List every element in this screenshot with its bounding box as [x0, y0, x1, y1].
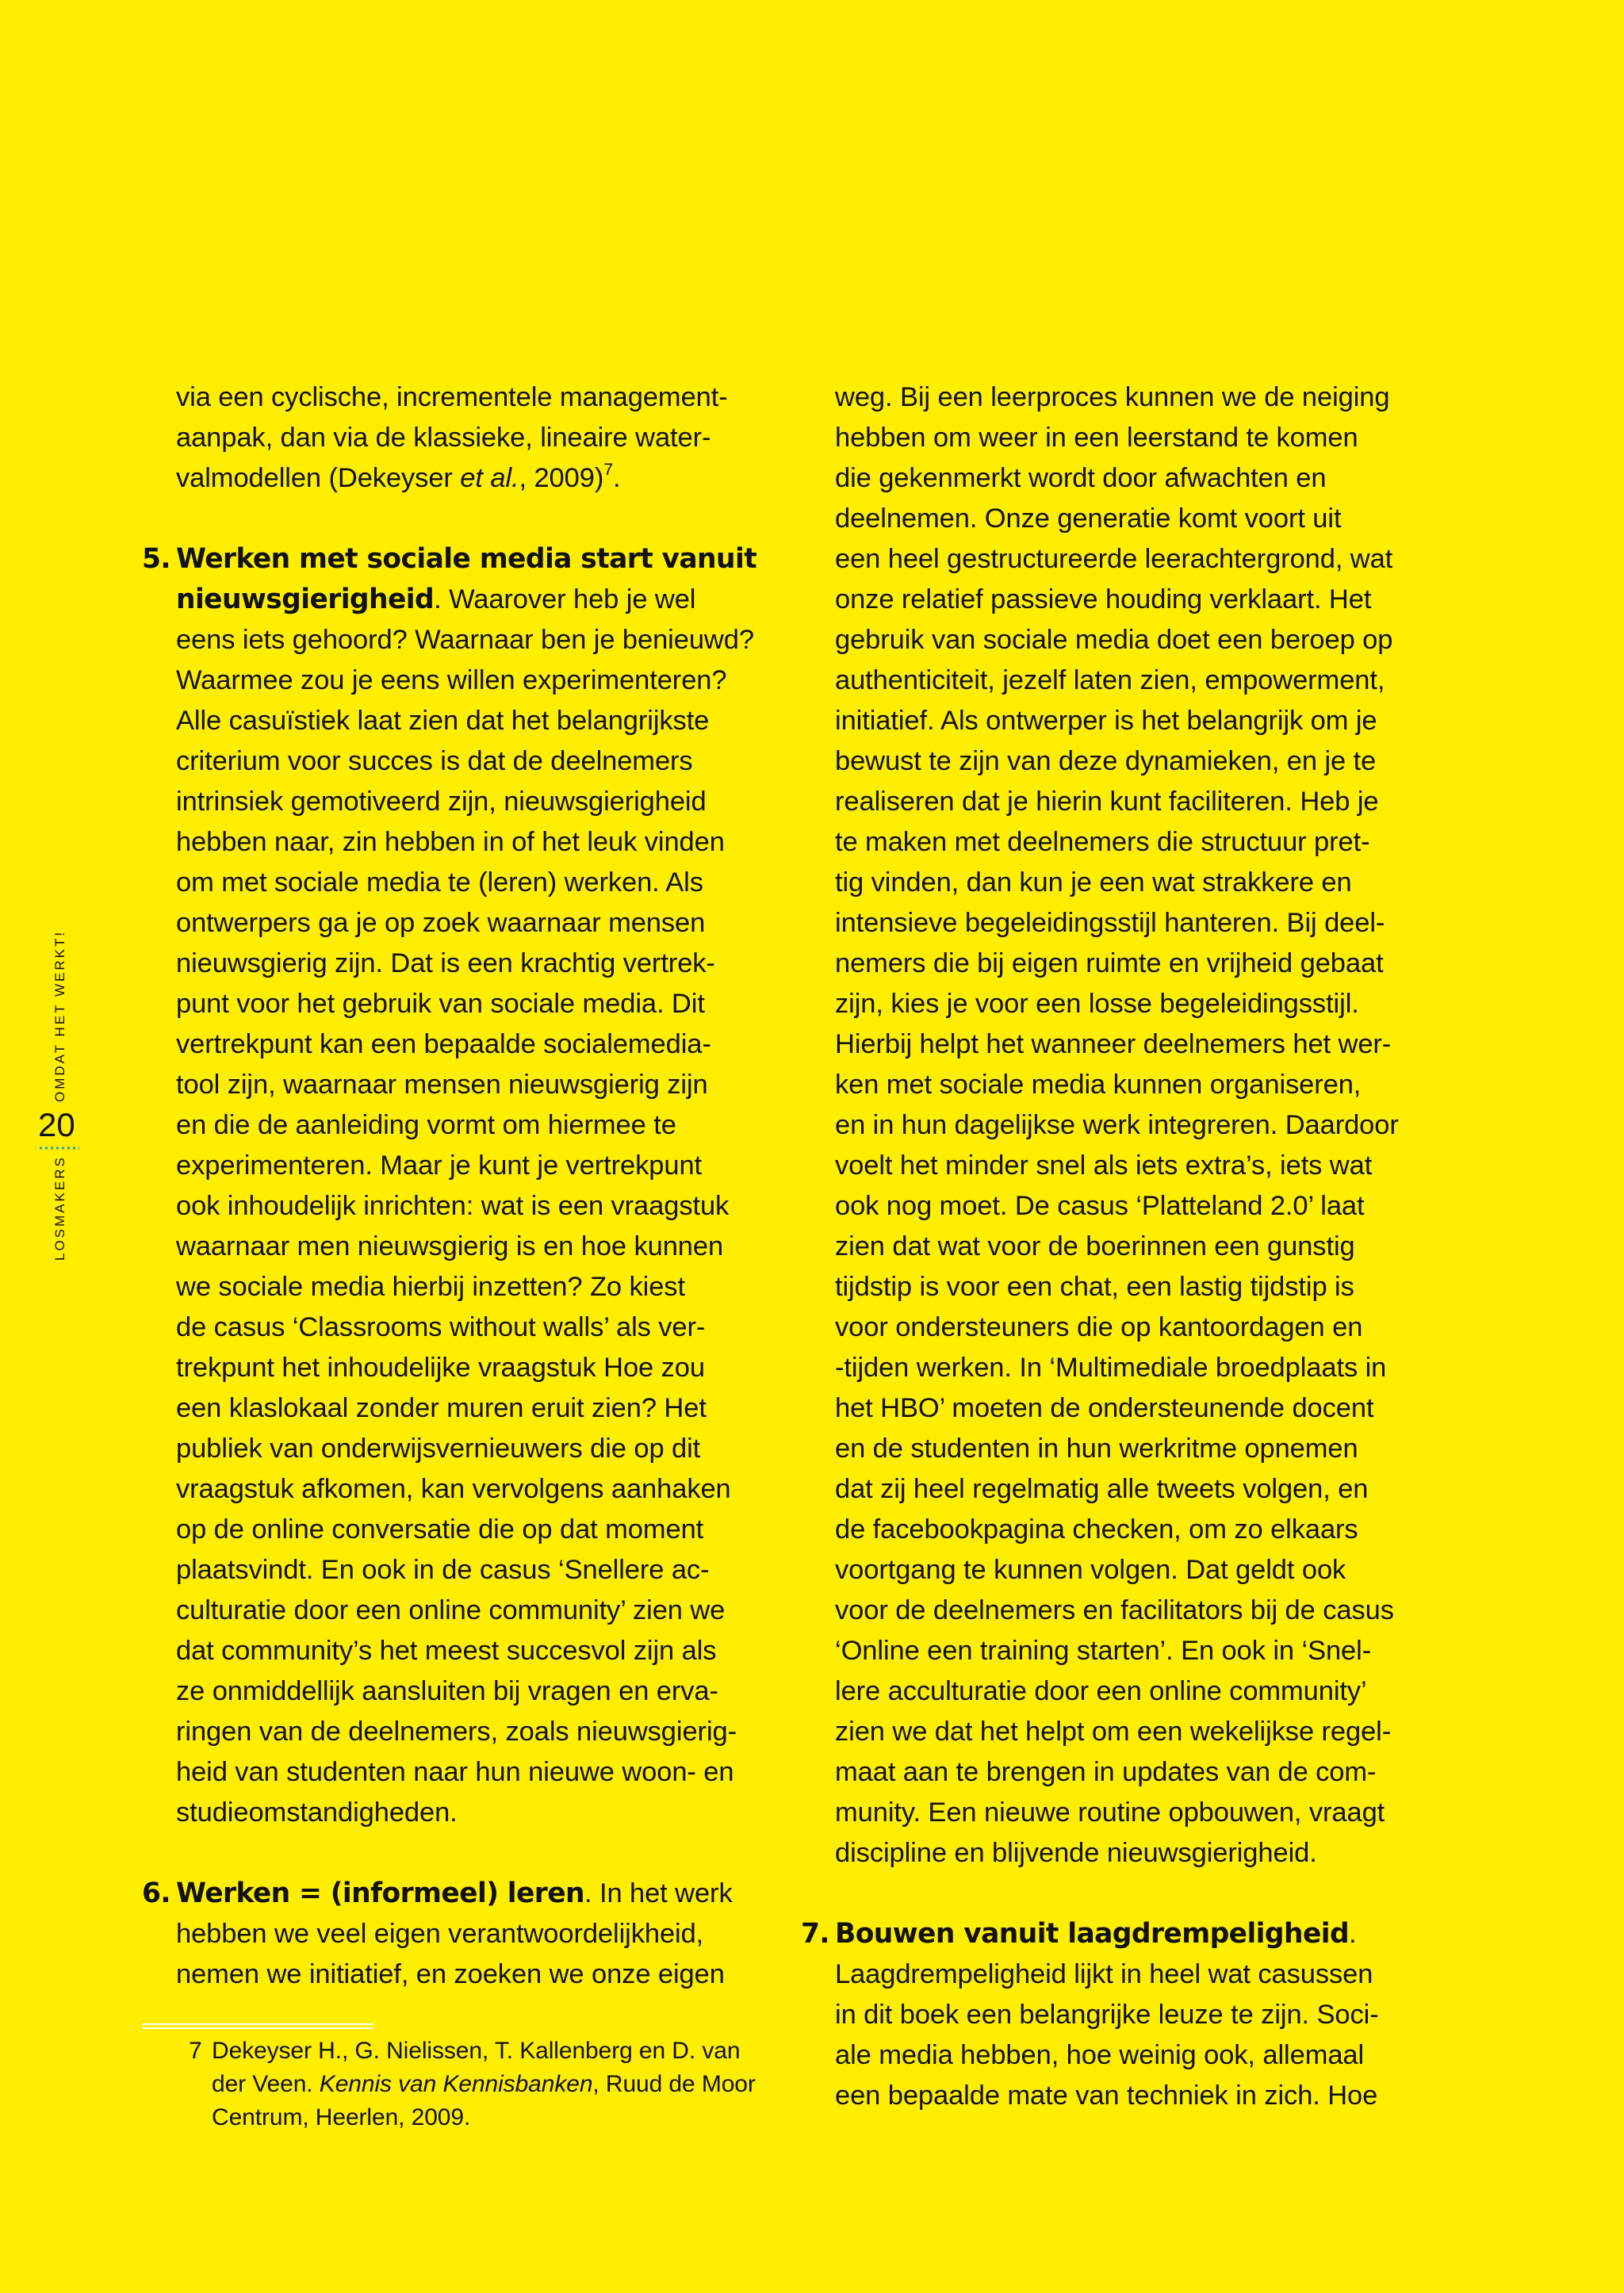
- footnote-divider: [142, 2023, 373, 2031]
- text-line: een heel gestructureerde leerachtergrond, wat: [835, 544, 1393, 574]
- text-line: Waarmee zou je eens willen experimenteren?: [176, 665, 727, 695]
- text-line: en de studenten in hun werkritme opnemen: [835, 1434, 1358, 1464]
- text-line: een bepaalde mate van techniek in zich. Hoe: [835, 2081, 1378, 2111]
- text-line: punt voor het gebruik van sociale media. Dit: [176, 989, 705, 1019]
- list-item-6: [142, 1874, 764, 1995]
- text-line: en die de aanleiding vormt om hiermee te: [176, 1110, 676, 1140]
- text-line: vertrekpunt kan een bepaalde socialemedia-: [176, 1029, 711, 1059]
- text-line: -tijden werken. In ‘Multimediale broedplaats in: [835, 1353, 1387, 1383]
- text-line: criterium voor succes is dat de deelnemers: [176, 746, 693, 776]
- text-line: tig vinden, dan kun je een wat strakkere en: [835, 867, 1352, 898]
- text-line: studieomstandigheden.: [176, 1797, 458, 1828]
- text-line: aanpak, dan via de klassieke, lineaire water-: [176, 423, 711, 453]
- text-line: weg. Bij een leerproces kunnen we de neiging: [835, 382, 1390, 412]
- text-line: die gekenmerkt wordt door afwachten en: [835, 463, 1327, 493]
- text-line: in dit boek een belangrijke leuze te zijn. Soci-: [835, 2000, 1379, 2030]
- right-column: [801, 377, 1427, 2116]
- text-line: lere acculturatie door een online community’: [835, 1676, 1367, 1706]
- text-line: te maken met deelnemers die structuur pret-: [835, 827, 1370, 857]
- text-line: experimenteren. Maar je kunt je vertrekpunt: [176, 1150, 703, 1181]
- text-line: gebruik van sociale media doet een beroep op: [835, 625, 1393, 655]
- text-line: bewust te zijn van deze dynamieken, en je te: [835, 746, 1377, 776]
- footnote-ref: 7: [603, 460, 614, 480]
- text-span: der Veen.: [212, 2071, 320, 2097]
- text-span: valmodellen (Dekeyser: [176, 463, 461, 493]
- text-line: Laagdrempeligheid lijkt in heel wat casussen: [835, 1959, 1373, 1989]
- text-line: een klaslokaal zonder muren eruit zien? Het: [176, 1393, 707, 1423]
- text-line: heid van studenten naar hun nieuwe woon- en: [176, 1757, 734, 1787]
- footnote-line: [189, 2068, 776, 2101]
- text-line: de facebookpagina checken, om zo elkaars: [835, 1514, 1358, 1545]
- text-span: , 2009): [519, 463, 604, 493]
- text-line: hebben we veel eigen verantwoordelijkheid,: [176, 1919, 704, 1949]
- text-line: zijn, kies je voor een losse begeleidingsstijl.: [835, 989, 1359, 1019]
- text-line: en in hun dagelijkse werk integreren. Daardoor: [835, 1110, 1399, 1140]
- text-span: Dekeyser H., G. Nielissen, T. Kallenberg en D. van: [212, 2038, 741, 2064]
- text-line: ook nog moet. De casus ‘Platteland 2.0’ laat: [835, 1191, 1365, 1221]
- text-line: voor de deelnemers en facilitators bij de casus: [835, 1595, 1394, 1625]
- text-line: op de online conversatie die op dat moment: [176, 1514, 704, 1545]
- text-line: het HBO’ moeten de ondersteunende docent: [835, 1393, 1374, 1423]
- list-item-heading: [142, 1874, 764, 1914]
- running-brand: LOSMAKERS: [52, 1155, 67, 1261]
- text-line: realiseren dat je hierin kunt faciliteren. Heb je: [835, 787, 1379, 817]
- text-line: ringen van de deelnemers, zoals nieuwsgierig-: [176, 1717, 737, 1747]
- text-span: , Ruud de Moor: [592, 2071, 756, 2097]
- heading-text: nieuwsgierigheid: [176, 584, 435, 615]
- text-line: tool zijn, waarnaar mensen nieuwsgierig zijn: [176, 1070, 708, 1100]
- page-number: 20: [38, 1106, 75, 1143]
- page-number-dots: [38, 1146, 79, 1150]
- text-line: nemers die bij eigen ruimte en vrijheid gebaat: [835, 948, 1384, 978]
- left-column: [142, 377, 764, 1995]
- text-line: discipline en blijvende nieuwsgierigheid.: [835, 1838, 1317, 1868]
- text-line: ale media hebben, hoe weinig ook, allemaal: [835, 2040, 1365, 2070]
- text-line: ook inhoudelijk inrichten: wat is een vraagstuk: [176, 1191, 730, 1221]
- text-line: ontwerpers ga je op zoek waarnaar mensen: [176, 908, 706, 938]
- text-line: ze onmiddellijk aansluiten bij vragen en erva-: [176, 1676, 718, 1706]
- footnote-line: [189, 2035, 776, 2068]
- heading-text: Bouwen vanuit laagdrempeligheid: [835, 1918, 1350, 1950]
- text-line: [142, 458, 764, 499]
- text-line: voortgang te kunnen volgen. Dat geldt ook: [835, 1555, 1346, 1585]
- heading-text: Werken met sociale media start vanuit: [176, 543, 757, 575]
- list-item-5: [142, 539, 764, 1833]
- text-span: .: [613, 463, 621, 493]
- text-line: dat zij heel regelmatig alle tweets volgen, en: [835, 1474, 1369, 1504]
- footnote-number: 7: [189, 2038, 202, 2064]
- text-line: om met sociale media te (leren) werken. Als: [176, 867, 703, 898]
- footnote-line: Centrum, Heerlen, 2009.: [212, 2104, 471, 2130]
- text-line: publiek van onderwijsvernieuwers die op dit: [176, 1434, 701, 1464]
- running-title: OMDAT HET WERKT!: [52, 929, 67, 1102]
- text-line: ken met sociale media kunnen organiseren,: [835, 1070, 1362, 1100]
- text-line: maat aan te brengen in updates van de com-: [835, 1757, 1377, 1787]
- text-line: vraagstuk afkomen, kan vervolgens aanhaken: [176, 1474, 731, 1504]
- text-line: tijdstip is voor een chat, een lastig tijdstip is: [835, 1272, 1354, 1302]
- text-line: de casus ‘Classrooms without walls’ als ver-: [176, 1312, 706, 1342]
- text-line: culturatie door een online community’ zien we: [176, 1595, 726, 1625]
- text-line: munity. Een nieuwe routine opbouwen, vraagt: [835, 1797, 1385, 1828]
- text-line: intrinsiek gemotiveerd zijn, nieuwsgierigheid: [176, 787, 707, 817]
- text-line: authenticiteit, jezelf laten zien, empowerment,: [835, 665, 1385, 695]
- text-line: deelnemen. Onze generatie komt voort uit: [835, 503, 1342, 534]
- italic-span: Kennis van Kennisbanken: [319, 2071, 593, 2097]
- text-line: Hierbij helpt het wanneer deelnemers het wer-: [835, 1029, 1392, 1059]
- text-line: dat community’s het meest succesvol zijn als: [176, 1636, 717, 1666]
- heading-text: Werken = (informeel) leren: [176, 1878, 584, 1909]
- text-span: .: [1349, 1919, 1357, 1949]
- list-number: 6.: [142, 1878, 170, 1909]
- text-line: hebben naar, zin hebben in of het leuk vinden: [176, 827, 725, 857]
- text-line: onze relatief passieve houding verklaart. Het: [835, 584, 1372, 614]
- text-line: Alle casuïstiek laat zien dat het belangrijkste: [176, 706, 710, 736]
- page-sidebar: [32, 920, 95, 1269]
- text-line: waarnaar men nieuwsgierig is en hoe kunnen: [176, 1231, 724, 1261]
- footnote: [189, 2035, 776, 2134]
- text-line: [142, 580, 764, 620]
- text-line: zien we dat het helpt om een wekelijkse regel-: [835, 1717, 1392, 1747]
- text-line: via een cyclische, incrementele management-: [176, 382, 728, 412]
- italic-span: et al.: [460, 463, 519, 493]
- text-span: . Waarover heb je wel: [434, 584, 696, 614]
- text-line: we sociale media hierbij inzetten? Zo kiest: [176, 1272, 685, 1302]
- text-line: plaatsvindt. En ook in de casus ‘Snellere ac-: [176, 1555, 710, 1585]
- list-number: 5.: [142, 543, 170, 575]
- text-line: nemen we initiatief, en zoeken we onze eigen: [176, 1959, 725, 1989]
- list-item-heading: [142, 539, 764, 580]
- list-number: 7.: [801, 1918, 829, 1950]
- text-line: voor ondersteuners die op kantoordagen en: [835, 1312, 1363, 1342]
- list-item-heading: [801, 1914, 1427, 1954]
- text-line: initiatief. Als ontwerper is het belangrijk om je: [835, 706, 1377, 736]
- text-line: intensieve begeleidingsstijl hanteren. Bij deel-: [835, 908, 1385, 938]
- text-line: ‘Online een training starten’. En ook in ‘Snel-: [835, 1636, 1372, 1666]
- text-line: eens iets gehoord? Waarnaar ben je benieuwd?: [176, 625, 754, 655]
- text-line: nieuwsgierig zijn. Dat is een krachtig vertrek-: [176, 948, 715, 978]
- text-line: hebben om weer in een leerstand te komen: [835, 423, 1358, 453]
- text-line: zien dat wat voor de boerinnen een gunstig: [835, 1231, 1355, 1261]
- text-span: . In het werk: [584, 1878, 733, 1908]
- list-item-7: [801, 1914, 1427, 2116]
- text-line: trekpunt het inhoudelijke vraagstuk Hoe zou: [176, 1353, 705, 1383]
- text-line: voelt het minder snel als iets extra’s, iets wat: [835, 1150, 1373, 1181]
